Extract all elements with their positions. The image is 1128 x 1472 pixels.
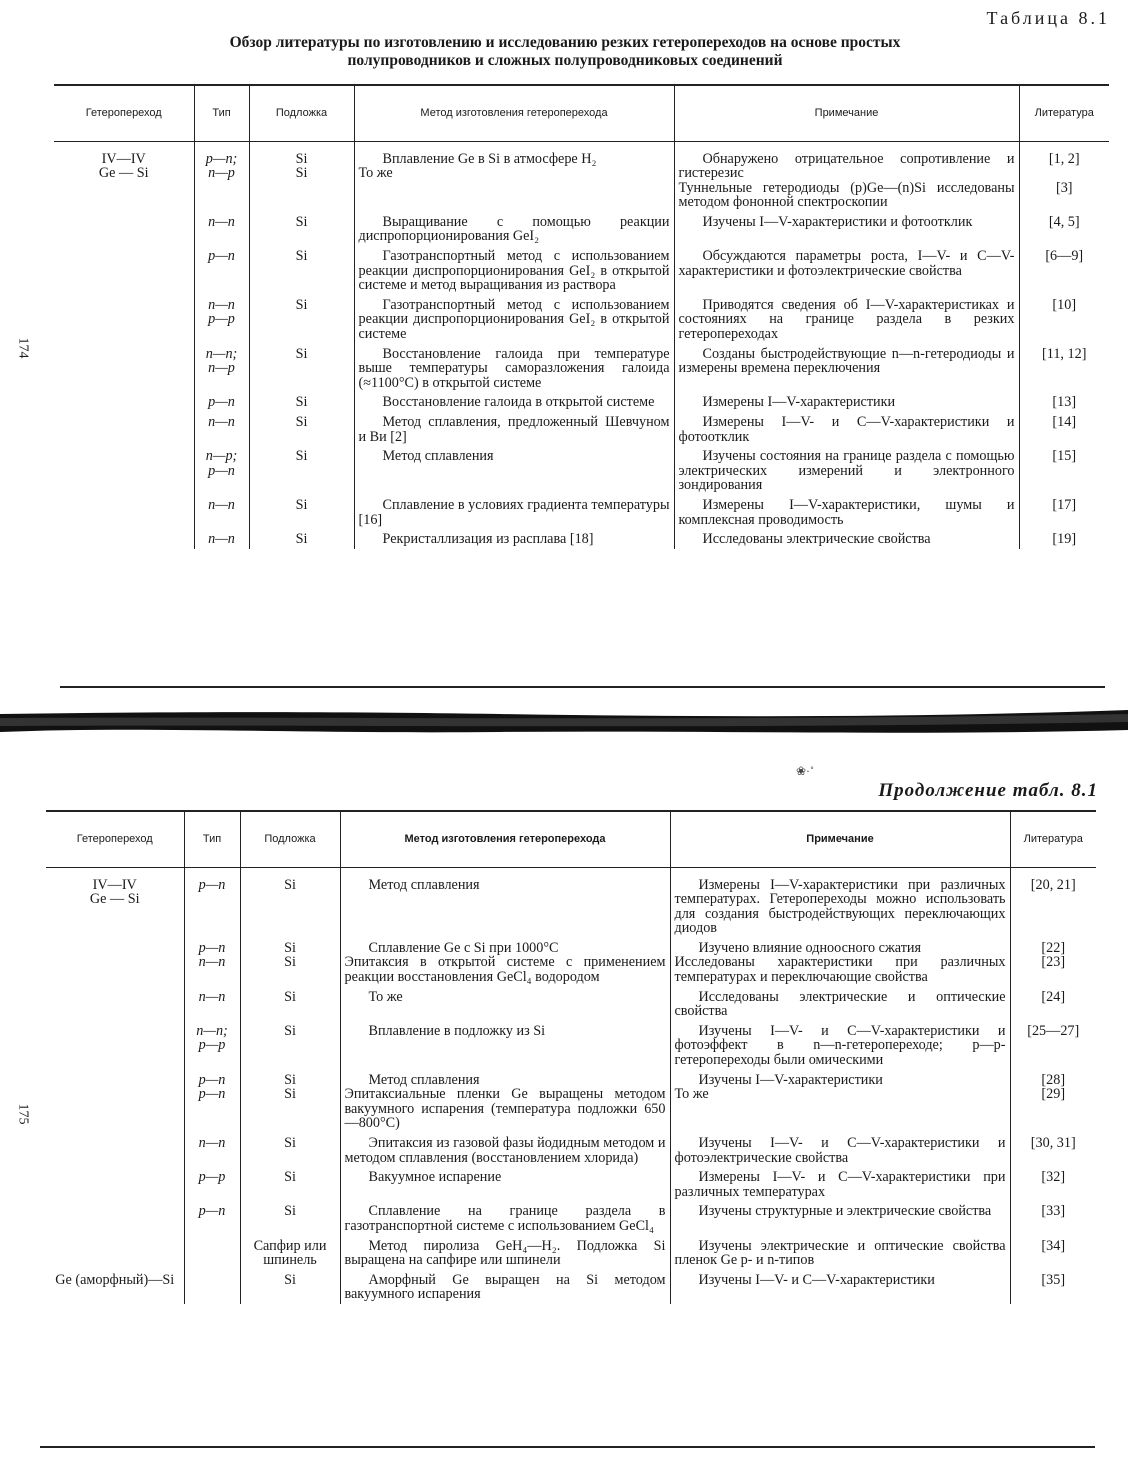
table-row [46,938,1096,987]
heterojunction-cell: IV—IV Ge — Si [98,150,149,182]
method-cell: Сплавление на границе раздела в газотранспортной системе с использованием GeCl₄ [340,1201,670,1235]
table-row [54,495,1109,529]
type-cell [184,1236,240,1270]
type-cell: p—n; n—p [194,141,249,212]
note-cell: Созданы быстродействующие n—n-гетеродиоды и измерены времена переключения [674,344,1019,393]
page-fold-shadow [0,700,1128,736]
reference-cell: [24] [1010,987,1096,1021]
type-cell: n—p; p—n [194,446,249,495]
reference-cell: [20, 21] [1010,867,1096,938]
header-note: Примечание [670,811,1010,867]
table-row [46,1270,1096,1304]
heterojunction-cell [46,1167,184,1201]
table-header-row [54,85,1109,141]
table-row [54,295,1109,344]
type-cell: p—n [194,246,249,295]
substrate-cell: Si Si [249,141,354,212]
substrate-cell: Сапфир или шпинель [240,1236,340,1270]
heterojunction-cell [54,495,194,529]
continuation-label: Продолжение табл. 8.1 [878,780,1098,801]
substrate-cell: Si [249,412,354,446]
header-heterojunction: Гетеропереход [54,85,194,141]
type-cell: n—n [184,987,240,1021]
heterojunction-cell [54,295,194,344]
substrate-cell: Si [249,495,354,529]
heterojunction-cell [54,212,194,246]
type-cell: n—n p—p [194,295,249,344]
note-cell: Изучены I—V-характеристики и фотоотклик [674,212,1019,246]
heterojunction-cell [54,344,194,393]
reference-cell: [6—9] [1019,246,1109,295]
heterojunction-cell [46,1133,184,1167]
header-substrate: Подложка [249,85,354,141]
note-cell: Измерены I—V- и C—V-характеристики и фотоотклик [674,412,1019,446]
header-references: Литература [1010,811,1096,867]
method-cell: Метод сплавления [340,867,670,938]
note-cell: Изучены I—V- и C—V-характеристики и фотоэффект в n—n-гетеропереходе; p—p-гетеропереходы были омическими [670,1021,1010,1070]
table-row [46,1201,1096,1235]
note-cell: Обсуждаются параметры роста, I—V- и C—V-характеристики и фотоэлектрические свойства [674,246,1019,295]
table-label: Таблица 8.1 [986,8,1110,28]
type-cell: p—n [184,1201,240,1235]
type-cell: p—n [194,392,249,412]
header-note: Примечание [674,85,1019,141]
heterojunction-cell [54,246,194,295]
page-number: 174 [15,337,31,359]
substrate-cell: Si [240,1167,340,1201]
substrate-cell: Si [249,212,354,246]
heterojunction-cell [54,412,194,446]
note-cell: Изучены электрические и оптические свойства пленок Ge p- и n-типов [670,1236,1010,1270]
reference-cell: [33] [1010,1201,1096,1235]
substrate-cell: Si Si [240,938,340,987]
scan-speck: ❀·˚ [796,764,815,778]
reference-cell: [25—27] [1010,1021,1096,1070]
method-cell: Метод пиролиза GeH₄—H₂. Подложка Si выращена на сапфире или шпинели [340,1236,670,1270]
note-cell: Изучены состояния на границе раздела с помощью электрических измерений и электронного зондирования [674,446,1019,495]
heterojunction-cell [46,1236,184,1270]
reference-cell: [11, 12] [1019,344,1109,393]
note-cell: Исследованы электрические и оптические свойства [670,987,1010,1021]
substrate-cell: Si [240,1201,340,1235]
note-cell: Измерены I—V-характеристики [674,392,1019,412]
method-cell: Аморфный Ge выращен на Si методом вакуумного испарения [340,1270,670,1304]
method-cell: То же [340,987,670,1021]
table-row [46,1236,1096,1270]
type-cell: n—n [194,212,249,246]
heterojunction-cell [46,938,184,987]
reference-cell: [17] [1019,495,1109,529]
header-type: Тип [194,85,249,141]
header-references: Литература [1019,85,1109,141]
heterojunction-cell [54,446,194,495]
method-cell: Газотранспортный метод с использованием реакции диспропорционирования GeI₂ в открытой системе [354,295,674,344]
note-cell: Изучены структурные и электрические свойства [670,1201,1010,1235]
heterojunction-cell [54,529,194,549]
table-row [46,1167,1096,1201]
method-cell: Метод сплавления [354,446,674,495]
heterojunction-cell: IV—IV Ge — Si [89,876,140,908]
method-cell: Вплавление Ge в Si в атмосфере H₂ То же [354,141,674,212]
reference-cell: [10] [1019,295,1109,344]
method-cell: Газотранспортный метод с использованием реакции диспропорционирования GeI₂ в открытой системе и метод выращивания из раствора [354,246,674,295]
table-row [46,1021,1096,1070]
method-cell: Вакуумное испарение [340,1167,670,1201]
table-row [54,412,1109,446]
reference-cell: [35] [1010,1270,1096,1304]
substrate-cell: Si [249,295,354,344]
type-cell: n—n; n—p [194,344,249,393]
note-cell: Измерены I—V-характеристики, шумы и комплексная проводимость [674,495,1019,529]
table-caption-line-1: Обзор литературы по изготовлению и исследованию резких гетеропереходов на основе простых [229,34,901,51]
substrate-cell: Si [240,1270,340,1304]
reference-cell: [14] [1019,412,1109,446]
reference-cell: [34] [1010,1236,1096,1270]
table-header-row [46,811,1096,867]
type-cell: p—n p—n [184,1070,240,1133]
page-174 [0,0,1128,700]
substrate-cell: Si [249,246,354,295]
table-row [46,987,1096,1021]
reference-cell: [15] [1019,446,1109,495]
method-cell: Метод сплавления, предложенный Шевчуном и Ви [2] [354,412,674,446]
header-heterojunction: Гетеропереход [46,811,184,867]
method-cell: Восстановление галоида при температуре выше температуры саморазложения галоида (≈1100°C) в открытой системе [354,344,674,393]
note-cell: Обнаружено отрицательное сопротивление и гистерезис Туннельные гетеродиоды (p)Ge—(n)Si исследованы методом фононной спектроскопии [674,141,1019,212]
type-cell [184,1270,240,1304]
table-row [54,141,1109,212]
header-method: Метод изготовления гетероперехода [340,811,670,867]
heterojunction-cell [46,1201,184,1235]
reference-cell: [30, 31] [1010,1133,1096,1167]
substrate-cell: Si [240,987,340,1021]
substrate-cell: Si [249,392,354,412]
heterojunction-cell [46,1021,184,1070]
method-cell: Выращивание с помощью реакции диспропорционирования GeI₂ [354,212,674,246]
reference-cell: [1, 2] [3] [1019,141,1109,212]
substrate-cell: Si [249,446,354,495]
table-row [54,246,1109,295]
table-bottom-rule [40,1446,1095,1448]
substrate-cell: Si [240,867,340,938]
table-caption-line-2: полупроводников и сложных полупроводниковых соединений [347,52,783,69]
header-type: Тип [184,811,240,867]
table-row [46,1133,1096,1167]
type-cell: p—n n—n [184,938,240,987]
substrate-cell: Si [240,1133,340,1167]
type-cell: p—p [184,1167,240,1201]
table-body [46,867,1096,1304]
substrate-cell: Si [249,344,354,393]
table-row [46,1070,1096,1133]
type-cell: n—n [194,495,249,529]
reference-cell: [28] [29] [1010,1070,1096,1133]
note-cell: Исследованы электрические свойства [674,529,1019,549]
substrate-cell: Si Si [240,1070,340,1133]
note-cell: Изучены I—V- и C—V-характеристики [670,1270,1010,1304]
table-row [54,529,1109,549]
note-cell: Изучены I—V-характеристики То же [670,1070,1010,1133]
page-175 [0,740,1128,1472]
page-number: 175 [15,1103,31,1125]
type-cell: n—n; p—p [184,1021,240,1070]
literature-table-part-1 [54,84,1109,549]
table-row [46,867,1096,938]
note-cell: Измерены I—V- и C—V-характеристики при различных температурах [670,1167,1010,1201]
table-bottom-rule [60,686,1105,688]
header-method: Метод изготовления гетероперехода [354,85,674,141]
type-cell: n—n [184,1133,240,1167]
heterojunction-cell [54,392,194,412]
reference-cell: [22] [23] [1010,938,1096,987]
literature-table-part-2 [46,810,1096,1304]
heterojunction-cell [46,987,184,1021]
note-cell: Измерены I—V-характеристики при различных температурах. Гетеропереходы можно использовать для создания быстродействующих переключающих диодов [670,867,1010,938]
method-cell: Сплавление Ge с Si при 1000°C Эпитаксия в открытой системе с применением реакции восстановления GeCl₄ водородом [340,938,670,987]
method-cell: Эпитаксия из газовой фазы йодидным методом и методом сплавления (восстановлением хлорида) [340,1133,670,1167]
type-cell: p—n [184,867,240,938]
reference-cell: [4, 5] [1019,212,1109,246]
method-cell: Рекристаллизация из расплава [18] [354,529,674,549]
substrate-cell: Si [240,1021,340,1070]
method-cell: Сплавление в условиях градиента температуры [16] [354,495,674,529]
note-cell: Изучены I—V- и C—V-характеристики и фотоэлектрические свойства [670,1133,1010,1167]
header-substrate: Подложка [240,811,340,867]
table-row [54,212,1109,246]
reference-cell: [19] [1019,529,1109,549]
method-cell: Метод сплавления Эпитаксиальные пленки Ge выращены методом вакуумного испарения (температура подложки 650—800°C) [340,1070,670,1133]
note-cell: Приводятся сведения об I—V-характеристиках и состояниях на границе раздела в резких гетеропереходах [674,295,1019,344]
reference-cell: [13] [1019,392,1109,412]
table-row [54,392,1109,412]
reference-cell: [32] [1010,1167,1096,1201]
heterojunction-cell [46,1070,184,1133]
table-row [54,344,1109,393]
note-cell: Изучено влияние одноосного сжатия Исследованы характеристики при различных температурах и переключающие свойства [670,938,1010,987]
type-cell: n—n [194,529,249,549]
table-body [54,141,1109,549]
method-cell: Вплавление в подложку из Si [340,1021,670,1070]
method-cell: Восстановление галоида в открытой системе [354,392,674,412]
substrate-cell: Si [249,529,354,549]
table-row [54,446,1109,495]
heterojunction-cell: Ge (аморфный)—Si [55,1271,175,1288]
type-cell: n—n [194,412,249,446]
